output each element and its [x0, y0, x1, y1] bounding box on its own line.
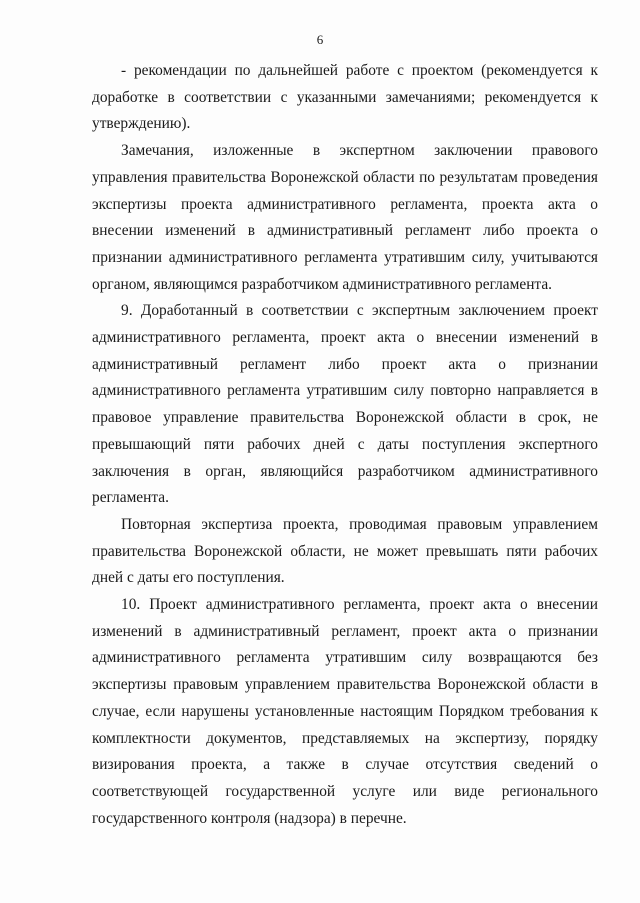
- paragraph-item-9: 9. Доработанный в соответствии с экспертным заключением проект административного регламента, проект акта о внесении изменений в административный регламент либо проект акта о признании административного регламента утратившим силу повторно направляется в правовое управление правительства Воронежской области в срок, не превышающий пяти рабочих дней с даты поступления экспертного заключения в орган, являющийся разработчиком административного регламента.: [92, 302, 598, 507]
- paragraph-recommendations: - рекомендации по дальнейшей работе с проектом (рекомендуется к доработке в соответствии с указанными замечаниями; рекомендуется к утверждению).: [92, 62, 598, 133]
- paragraph-remarks: Замечания, изложенные в экспертном заключении правового управления правительства Воронежской области по результатам проведения экспертизы проекта административного регламента, проекта акта о внесении изменений в административный регламент либо проекта о признании административного регламента утратившим силу, учитываются органом, являющимся разработчиком административного регламента.: [92, 142, 598, 293]
- paragraph-repeat-expertise: Повторная экспертиза проекта, проводимая правовым управлением правительства Воронежской области, не может превышать пяти рабочих дней с даты его поступления.: [92, 515, 598, 587]
- page-number: 6: [316, 32, 324, 47]
- document-body: [92, 58, 598, 832]
- paragraph-item-10: 10. Проект административного регламента, проект акта о внесении изменений в административный регламент, проект акта о признании административного регламента утратившим силу возвращаются без экспертизы правовым управлением правительства Воронежской области в случае, если нарушены установленные настоящим Порядком требования к комплектности документов, представляемых на экспертизу, порядку визирования проекта, а также в случае отсутствия сведений о соответствующей государственной услуге или виде регионального государственного контроля (надзора) в перечне.: [92, 596, 598, 827]
